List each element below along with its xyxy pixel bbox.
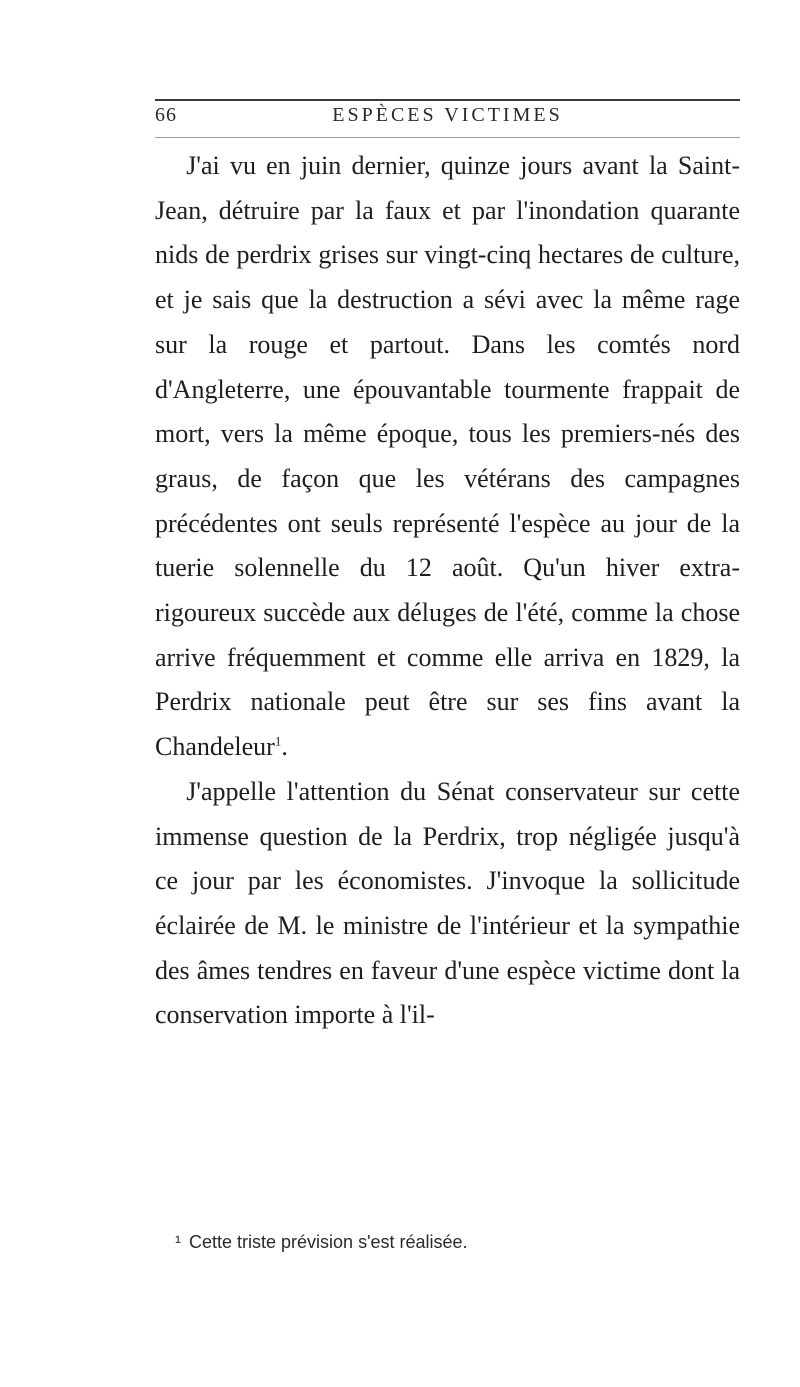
paragraph [155,770,740,1038]
footnote-reference[interactable]: 1 [274,733,282,749]
body-text [155,144,740,1038]
page-header [155,104,740,134]
footnote [175,1232,735,1253]
paragraph-text: J'ai vu en juin dernier, quinze jours avant la Saint-Jean, détruire par la faux et par l'inondation quarante nids de perdrix grises sur vingt-cinq hectares de culture, et je sais que la destruction a sévi avec la même rage sur la rouge et partout. Dans les comtés nord d'Angleterre, une épouvantable tourmente frappait de mort, vers la même époque, tous les premiers-nés des graus, de façon que les vétérans des campagnes précédentes ont seuls représenté l'espèce au jour de la tuerie solennelle du 12 août. Qu'un hiver extra-rigoureux succède aux déluges de l'été, comme la chose arrive fréquemment et comme elle arriva en 1829, la Perdrix nationale peut être sur ses fins avant la Chandeleur [155,151,740,762]
paragraph-text: J'appelle l'attention du Sénat conservateur sur cette immense question de la Perdrix, trop négligée jusqu'à ce jour par les économistes. J'invoque la sollicitude éclairée de M. le ministre de l'intérieur et la sympathie des âmes tendres en faveur d'une espèce victime dont la conservation importe à l'il- [155,776,740,1030]
page-number: 66 [155,104,177,126]
paragraph-end: . [281,732,288,762]
footnote-mark: ¹ [175,1232,181,1252]
running-title: ESPÈCES VICTIMES [332,104,563,126]
header-underline [155,137,740,138]
paragraph [155,144,740,770]
footnote-text: Cette triste prévision s'est réalisée. [189,1232,468,1252]
header-rule [155,99,740,101]
